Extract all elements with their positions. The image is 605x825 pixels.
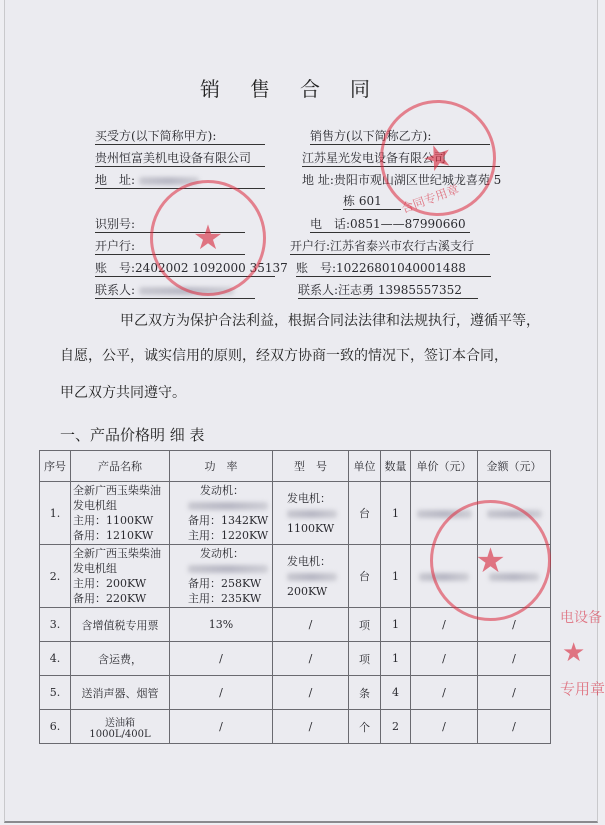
cell-unit-price (411, 482, 478, 545)
seller-heading: 销售方(以下简称乙方): (310, 128, 490, 145)
model-line: 发电机： (287, 491, 331, 505)
cell-model (273, 545, 349, 608)
seller-address-line2: 栋 601 (343, 193, 401, 210)
buyer-bank-label: 开户行: (95, 239, 136, 253)
intro-line-3: 甲乙双方共同遵守。 (60, 385, 186, 401)
buyer-address (95, 172, 265, 189)
edge-seal-bottom-text: 专用章 (560, 680, 605, 698)
buyer-account-label: 账 号: (95, 261, 136, 275)
seller-bank-value: 江苏省泰兴市农行古溪支行 (330, 239, 475, 253)
amount-redacted (489, 573, 539, 581)
power-line: 发动机： (200, 484, 244, 497)
cell-amount (478, 545, 551, 608)
cell-product-name: 含增值税专用票 (71, 608, 170, 642)
buyer-heading: 买受方(以下简称甲方): (95, 128, 265, 145)
seal-star-icon: ★ (475, 540, 506, 581)
header-unit-price: 单价（元） (411, 451, 478, 482)
edge-seal-star-icon: ★ (562, 638, 586, 668)
seller-company: 江苏星光发电设备有限公司 (302, 150, 500, 167)
cell-power: / (170, 642, 273, 676)
table-row (40, 710, 551, 744)
cell-no: 4. (40, 642, 71, 676)
power-line: 主用：1220KW (188, 529, 269, 542)
cell-power: / (170, 710, 273, 744)
seller-account-value: 10226801040001488 (336, 261, 466, 275)
cell-no: 5. (40, 676, 71, 710)
buyer-tax-id (95, 216, 245, 233)
seller-account-label: 账 号: (296, 261, 337, 275)
amount-redacted (487, 510, 542, 518)
cell-unit: 台 (349, 545, 381, 608)
header-no: 序号 (40, 451, 71, 482)
cell-amount: / (478, 676, 551, 710)
seller-contact (298, 282, 478, 299)
cell-product-name: 送油箱 1000L/400L (71, 710, 170, 744)
cell-model: / (273, 608, 349, 642)
seller-contact-value: 汪志勇 13985557352 (338, 283, 462, 297)
buyer-address-value-redacted (139, 177, 199, 185)
model-line: 1100KW (287, 521, 335, 535)
table-header-row (40, 451, 551, 482)
cell-unit-price: / (411, 710, 478, 744)
seller-address-label: 地 址: (302, 173, 334, 187)
seller-address-value-line1: 贵阳市观山湖区世纪城龙喜苑 5 (333, 173, 502, 187)
cell-amount: / (478, 642, 551, 676)
cell-product-name: 含运费， (71, 642, 170, 676)
cell-unit: 项 (349, 608, 381, 642)
power-line: 主用：235KW (188, 592, 262, 605)
cell-model (273, 482, 349, 545)
cell-no: 6. (40, 710, 71, 744)
buyer-contact-value-redacted (139, 287, 234, 295)
section-heading-price-table: 一、产品价格明 细 表 (60, 426, 205, 444)
cell-amount: / (478, 710, 551, 744)
price-table (39, 450, 551, 744)
cell-amount (478, 482, 551, 545)
buyer-account (95, 260, 288, 277)
header-unit: 单位 (349, 451, 381, 482)
power-redacted (188, 502, 268, 510)
cell-qty: 4 (381, 676, 411, 710)
power-redacted (188, 565, 268, 573)
intro-line-1: 甲乙双方为保护合法利益，根据合同法法律和法规执行，遵循平等， (120, 313, 540, 329)
model-redacted (287, 510, 337, 518)
cell-amount: / (478, 608, 551, 642)
model-line: 发电机： (287, 554, 331, 568)
cell-model: / (273, 642, 349, 676)
table-row (40, 608, 551, 642)
price-redacted (419, 573, 469, 581)
cell-product-name: 送消声器、烟管 (71, 676, 170, 710)
cell-model: / (273, 676, 349, 710)
name-line: 主用：1100KW (73, 514, 154, 527)
cell-power: / (170, 676, 273, 710)
header-amount: 金额（元） (478, 451, 551, 482)
price-redacted (417, 510, 472, 518)
model-redacted (287, 573, 337, 581)
name-line: 主用：200KW (73, 577, 147, 590)
intro-line-2: 自愿，公平，诚实信用的原则，经双方协商一致的情况下，签订本合同， (60, 348, 508, 364)
seller-phone-label: 电 话: (310, 217, 351, 231)
cell-no: 1. (40, 482, 71, 545)
cell-model: / (273, 710, 349, 744)
cell-power (170, 482, 273, 545)
buyer-tax-id-label: 识别号: (95, 217, 136, 231)
buyer-company: 贵州恒富美机电设备有限公司 (95, 150, 265, 167)
name-line: 全新广西玉柴柴油 (73, 547, 161, 560)
cell-qty: 2 (381, 710, 411, 744)
cell-unit: 条 (349, 676, 381, 710)
name-line: 备用：220KW (73, 592, 147, 605)
seller-bank (290, 238, 490, 255)
edge-seal-top-text: 电设备 (560, 610, 602, 626)
seller-bank-label: 开户行: (290, 239, 331, 253)
cell-no: 3. (40, 608, 71, 642)
seller-phone (310, 216, 470, 233)
cell-unit: 个 (349, 710, 381, 744)
cell-qty: 1 (381, 608, 411, 642)
seller-address (302, 172, 522, 188)
power-line: 发动机： (200, 547, 244, 560)
table-row (40, 545, 551, 608)
power-line: 备用：258KW (188, 577, 262, 590)
document-title: 销售合同 (200, 77, 400, 101)
seller-contact-label: 联系人: (298, 283, 339, 297)
name-line: 全新广西玉柴柴油 (73, 484, 161, 497)
cell-product-name (71, 545, 170, 608)
header-power: 功 率 (170, 451, 273, 482)
cell-power (170, 545, 273, 608)
seal-star-icon: ★ (416, 133, 460, 183)
cell-qty: 1 (381, 545, 411, 608)
cell-unit: 项 (349, 642, 381, 676)
cell-qty: 1 (381, 642, 411, 676)
buyer-account-value: 2402002 1092000 35137 (135, 261, 288, 275)
name-line: 发电机组 (73, 499, 117, 512)
buyer-address-label: 地 址: (95, 173, 136, 187)
cell-power: 13% (170, 608, 273, 642)
cell-unit-price (411, 545, 478, 608)
name-line: 备用：1210KW (73, 529, 154, 542)
cell-product-name (71, 482, 170, 545)
cell-unit-price: / (411, 642, 478, 676)
cell-unit: 台 (349, 482, 381, 545)
header-model: 型 号 (273, 451, 349, 482)
cell-qty: 1 (381, 482, 411, 545)
header-product-name: 产品名称 (71, 451, 170, 482)
header-qty: 数量 (381, 451, 411, 482)
seal-star-icon: ★ (192, 218, 224, 258)
name-line: 发电机组 (73, 562, 117, 575)
table-row (40, 642, 551, 676)
buyer-bank (95, 238, 245, 255)
power-line: 备用：1342KW (188, 514, 269, 527)
seller-phone-value: 0851——87990660 (350, 217, 466, 231)
seller-account (296, 260, 491, 277)
table-row (40, 676, 551, 710)
seller-seal-label: 合同专用章 (399, 182, 461, 216)
buyer-contact-label: 联系人: (95, 283, 136, 297)
table-row (40, 482, 551, 545)
model-line: 200KW (287, 584, 328, 598)
buyer-contact (95, 282, 255, 299)
cell-no: 2. (40, 545, 71, 608)
cell-unit-price: / (411, 676, 478, 710)
cell-unit-price: / (411, 608, 478, 642)
